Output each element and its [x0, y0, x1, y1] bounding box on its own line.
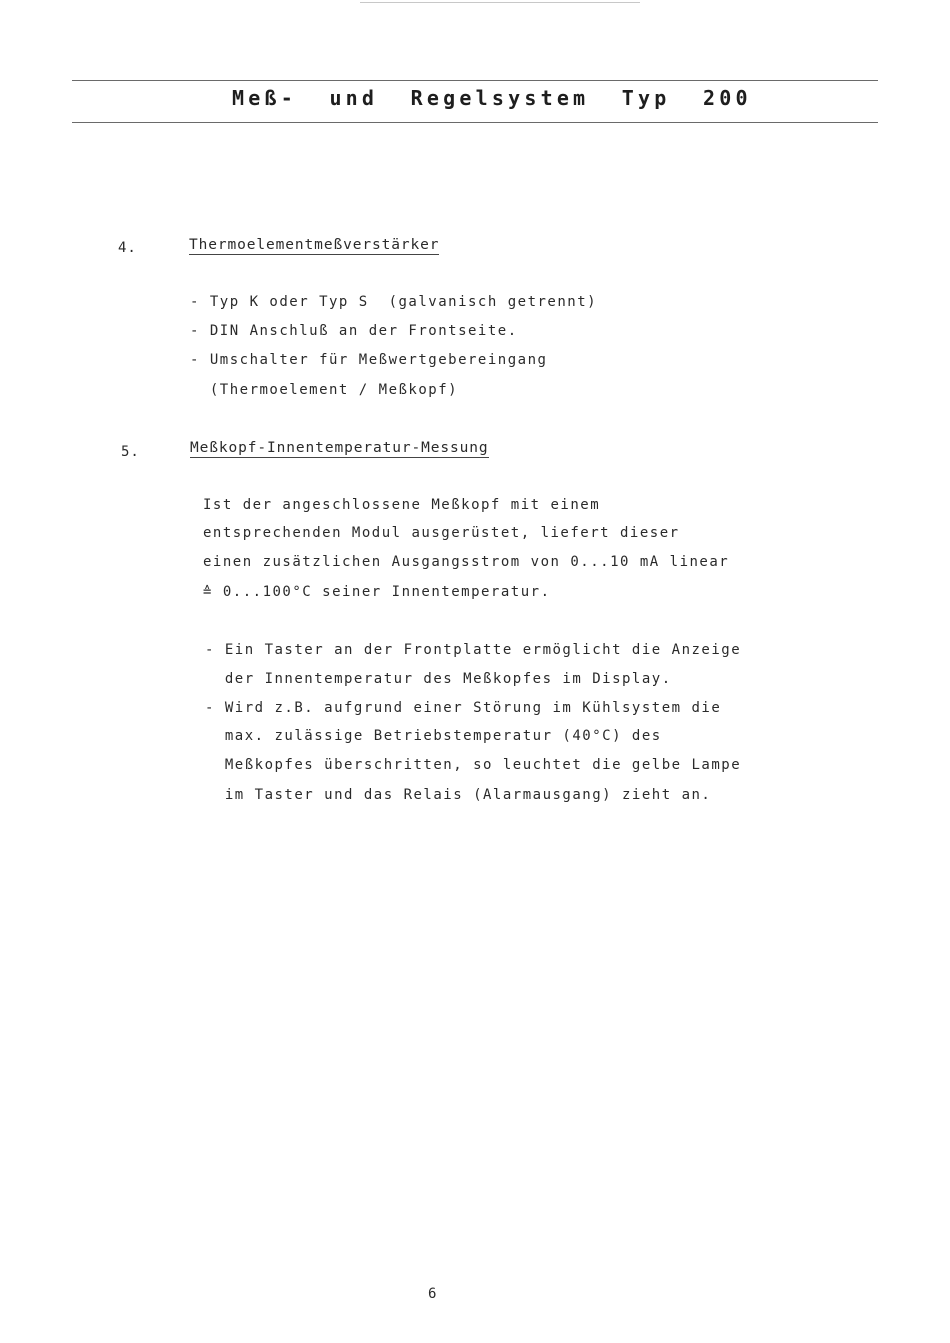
bullet-continuation: im Taster und das Relais (Alarmausgang) zieht an. — [205, 787, 712, 803]
paragraph-line: ≙ 0...100°C seiner Innentemperatur. — [203, 584, 551, 600]
bullet-item: - Typ K oder Typ S (galvanisch getrennt) — [190, 294, 598, 310]
section-title: Meßkopf-Innentemperatur-Messung — [190, 440, 489, 456]
paragraph-line: einen zusätzlichen Ausgangsstrom von 0...10 mA linear — [203, 554, 730, 570]
bullet-continuation: (Thermoelement / Meßkopf) — [190, 382, 459, 398]
page-number: 6 — [428, 1286, 437, 1302]
header-rule-bottom — [72, 122, 878, 123]
paragraph-line: entsprechenden Modul ausgerüstet, liefert dieser — [203, 525, 680, 541]
bullet-item: - DIN Anschluß an der Frontseite. — [190, 323, 518, 339]
scan-artifact — [360, 2, 640, 3]
header-rule-top — [72, 80, 878, 81]
header-title: Meß- und Regelsystem Typ 200 — [232, 86, 752, 110]
paragraph-line: Ist der angeschlossene Meßkopf mit einem — [203, 497, 601, 513]
section-number: 4. — [118, 240, 137, 256]
bullet-continuation: Meßkopfes überschritten, so leuchtet die gelbe Lampe — [205, 757, 742, 773]
bullet-item: - Umschalter für Meßwertgebereingang — [190, 352, 548, 368]
section-number: 5. — [121, 444, 140, 460]
bullet-item: - Ein Taster an der Frontplatte ermöglicht die Anzeige — [205, 642, 742, 658]
bullet-item: - Wird z.B. aufgrund einer Störung im Kühlsystem die — [205, 700, 722, 716]
bullet-continuation: max. zulässige Betriebstemperatur (40°C) des — [205, 728, 662, 744]
bullet-continuation: der Innentemperatur des Meßkopfes im Display. — [205, 671, 672, 687]
section-title: Thermoelementmeßverstärker — [189, 237, 440, 253]
